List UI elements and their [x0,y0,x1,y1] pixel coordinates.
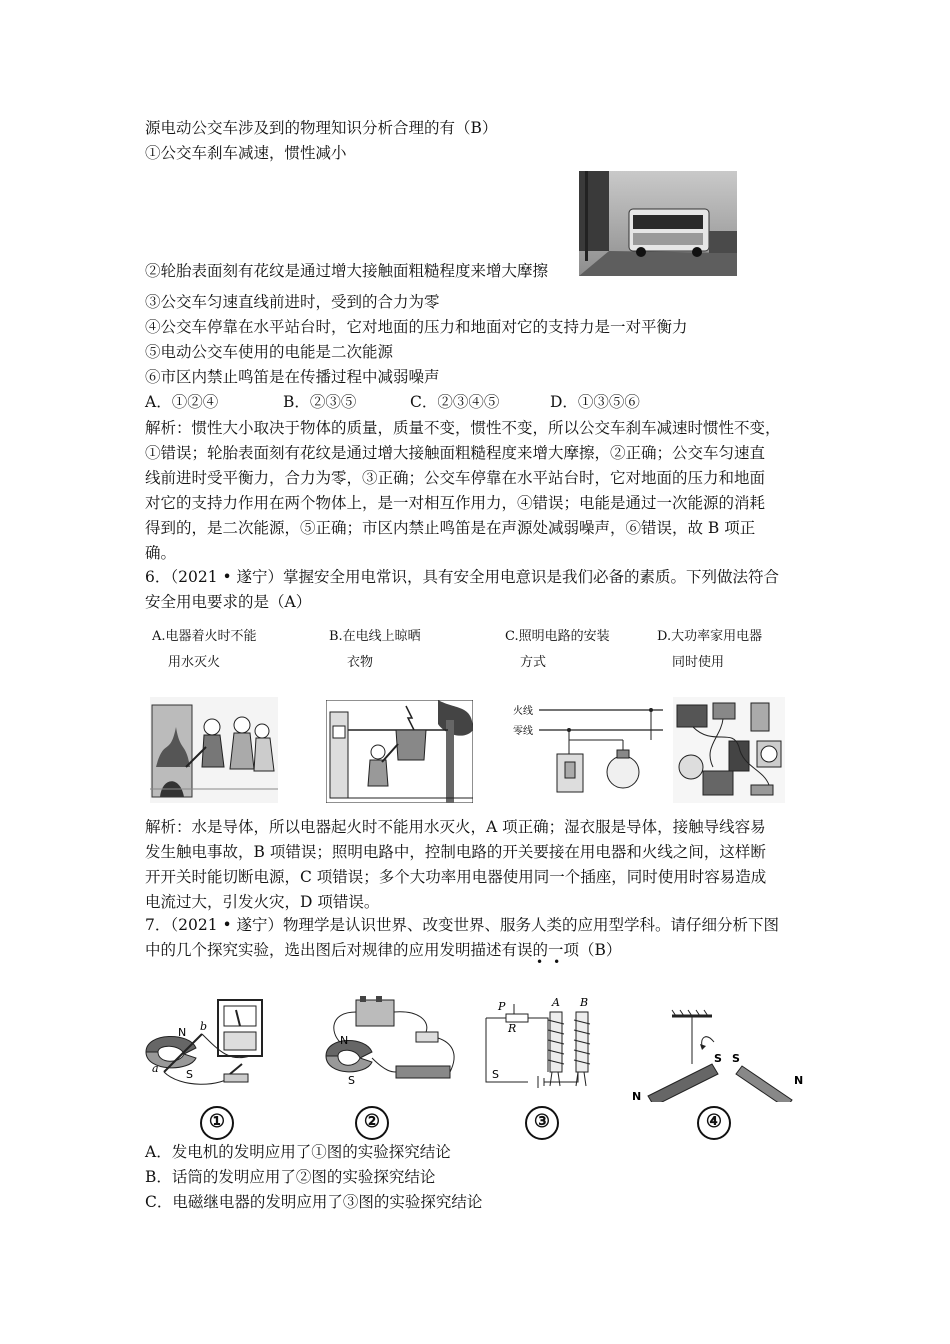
q5-item-4: ④公交车停靠在水平站台时，它对地面的压力和地面对它的支持力是一对平衡力 [145,318,688,336]
fig3-label-coil-b: B [580,996,589,1009]
figure-2-motor-experiment [300,992,460,1092]
figure-4-magnet-poles-experiment [632,1002,810,1102]
caption-c-line1: C.照明电路的安装 [505,629,610,644]
q5-item-3: ③公交车匀速直线前进时，受到的合力为零 [145,293,440,311]
q7-stem-1: 7．（2021 • 遂宁）物理学是认识世界、改变世界、服务人类的应用型学科。请仔细分析下图 [145,916,780,934]
neutral-wire-label: 零线 [513,726,533,737]
figure-4-number: ④ [697,1106,731,1140]
caption-a-line2: 用水灭火 [168,655,221,670]
q5-option-c: C．②③④⑤ [410,393,500,411]
high-power-appliances-illustration [673,697,785,803]
figure-1-number: ① [200,1106,234,1140]
q5-item-5: ⑤电动公交车使用的电能是二次能源 [145,343,394,361]
q5-analysis-3: 线前进时受平衡力，合力为零，③正确；公交车停靠在水平站台时，它对地面的压力和地面 [145,469,766,487]
fig4-label-s-left: S [714,1052,722,1065]
caption-a-line1: A.电器着火时不能 [152,629,257,644]
q6-stem-2: 安全用电要求的是（A） [145,593,312,611]
q6-analysis-1: 解析：水是导体，所以电器起火时不能用水灭火，A 项正确；湿衣服是导体，接触导线容易 [145,818,766,836]
caption-c-line2: 方式 [520,655,547,670]
q5-intro: 源电动公交车涉及到的物理知识分析合理的有（B） [145,119,498,137]
q6-stem-1: 6．（2021 • 遂宁）掌握安全用电常识，具有安全用电意识是我们必备的素质。下列做法符合 [145,568,780,586]
fig2-label-s: S [348,1074,355,1087]
fig4-label-n-left: N [632,1090,642,1102]
q5-analysis-2: ①错误；轮胎表面刻有花纹是通过增大接触面粗糙程度来增大摩擦，②正确；公交车匀速直 [145,444,766,462]
fig4-label-s-right: S [732,1052,740,1065]
fig1-label-a: a [152,1062,159,1075]
q5-item-2: ②轮胎表面刻有花纹是通过增大接触面粗糙程度来增大摩擦 [145,262,549,280]
fig3-label-r: R [508,1022,517,1035]
clothes-on-wire-illustration [326,700,473,803]
fig1-label-s: S [186,1068,193,1081]
bus-photo [579,171,737,276]
q6-analysis-4: 电流过大，引发火灾，D 项错误。 [145,893,380,911]
lighting-circuit-diagram [505,700,665,803]
fig1-label-n: N [178,1026,187,1039]
figure-1-generator-experiment [140,992,270,1092]
q5-item-6: ⑥市区内禁止鸣笛是在传播过程中减弱噪声 [145,368,440,386]
q5-option-b: B．②③⑤ [283,393,357,411]
q5-analysis-6: 确。 [145,544,177,562]
q7-option-c: C．电磁继电器的发明应用了③图的实验探究结论 [145,1193,483,1211]
caption-d-line1: D.大功率家用电器 [657,629,763,644]
live-wire-label: 火线 [513,706,533,717]
fire-water-illustration [150,697,278,803]
q5-analysis-1: 解析：惯性大小取决于物体的质量，质量不变，惯性不变，所以公交车刹车减速时惯性不变， [145,419,781,437]
caption-b-line1: B.在电线上晾晒 [329,629,421,644]
figure-3-electromagnet-experiment [478,992,608,1092]
caption-b-line2: 衣物 [347,655,374,670]
fig3-label-p: P [498,1000,506,1013]
q7-stem-2: 中的几个探究实验，选出图后对规律的应用发明描述有误的一项（B） [145,941,622,959]
figure-3-number: ③ [525,1106,559,1140]
fig4-label-n-right: N [794,1074,804,1087]
q5-analysis-5: 得到的，是二次能源，⑤正确；市区内禁止鸣笛是在声源处减弱噪声，⑥错误，故 B 项正 [145,519,756,537]
caption-d-line2: 同时使用 [672,655,725,670]
q5-analysis-4: 对它的支持力作用在两个物体上，是一对相互作用力，④错误；电能是通过一次能源的消耗 [145,494,766,512]
q7-option-b: B．话筒的发明应用了②图的实验探究结论 [145,1168,436,1186]
q5-option-d: D．①③⑤⑥ [550,393,640,411]
fig3-label-coil-a: A [552,996,560,1009]
emphasis-dots: •• [536,955,571,969]
q6-analysis-2: 发生触电事故，B 项错误；照明电路中，控制电路的开关要接在用电器和火线之间，这样断 [145,843,766,861]
q6-analysis-3: 开开关时能切断电源，C 项错误；多个大功率用电器使用同一个插座，同时使用时容易造成 [145,868,767,886]
q5-option-a: A．①②④ [145,393,219,411]
fig2-label-n: N [340,1034,349,1047]
fig1-label-b: b [200,1020,208,1033]
fig3-label-s: S [492,1068,499,1081]
q7-option-a: A．发电机的发明应用了①图的实验探究结论 [145,1143,451,1161]
figure-2-number: ② [355,1106,389,1140]
q5-item-1: ①公交车刹车减速，惯性减小 [145,144,347,162]
